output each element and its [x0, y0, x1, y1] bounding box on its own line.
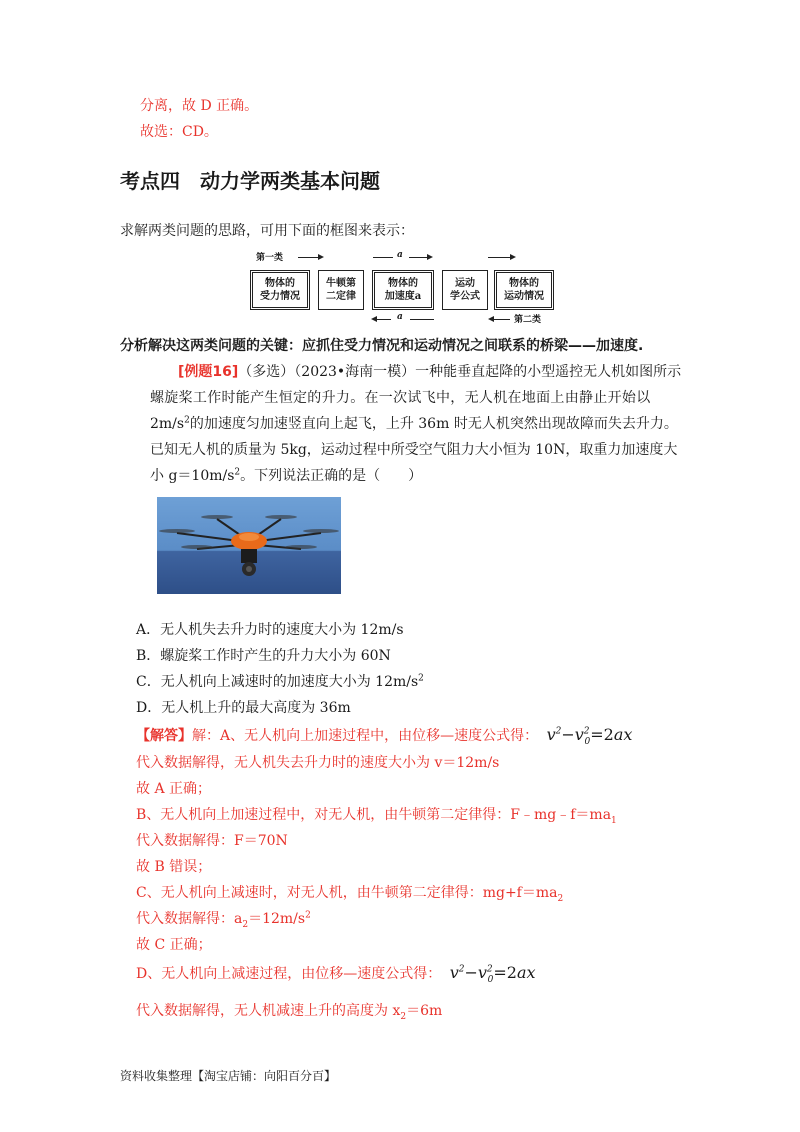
answer-tag: 【解答】 — [136, 728, 192, 744]
example-line-4: 已知无人机的质量为 5kg，运动过程中所受空气阻力大小恒为 10N，取重力加速度大 — [150, 442, 678, 458]
box-newton: 牛顿第 二定律 — [318, 270, 364, 310]
box-motion: 物体的 运动情况 — [494, 270, 554, 310]
answer-line-8: 代入数据解得：$a_2=12m/s^2$ — [136, 910, 311, 930]
arrow-right-icon — [427, 254, 433, 260]
prev-answer-choice: 故选：CD。 — [140, 124, 218, 140]
answer-line-4: B、无人机向上加速过程中，对无人机，由牛顿第二定律得：$F﹣mg﹣f=ma_1$ — [136, 807, 617, 826]
arrow-right-icon — [510, 254, 516, 260]
answer-line-11: 代入数据解得，无人机减速上升的高度为 $x_2=6m$ — [136, 1003, 443, 1022]
example-line-3: $2m/s^2$的加速度匀加速竖直向上起飞，上升 36m 时无人机突然出现故障而失去升力。 — [150, 415, 678, 432]
answer-line-3: 故 A 正确； — [136, 781, 212, 797]
option-c: C．无人机向上减速时的加速度大小为 $12m/s^2$ — [136, 673, 424, 690]
arrow-second-1 — [377, 319, 391, 320]
formula-2: $v^2-v^2_0=2ax$ — [449, 963, 536, 986]
answer-line-7: C、无人机向上减速时，对无人机，由牛顿第二定律得：$mg+f=ma_2$ — [136, 885, 564, 904]
answer-line-10: D、无人机向上减速过程，由位移—速度公式得： $v^2-v^2_0=2ax$ — [136, 963, 536, 986]
option-a: A．无人机失去升力时的速度大小为 12m/s — [136, 622, 404, 638]
answer-line-2: 代入数据解得，无人机失去升力时的速度大小为 v＝12m/s — [136, 755, 500, 771]
analysis-text: 分析解决这两类问题的关键：应抓住受力情况和运动情况之间联系的桥梁——加速度. — [120, 338, 644, 354]
arrow-first-1 — [298, 257, 320, 258]
option-b: B．螺旋桨工作时产生的升力大小为 60N — [136, 648, 391, 664]
answer-line-6: 故 B 错误； — [136, 859, 212, 875]
answer-line-5: 代入数据解得：F＝70N — [136, 833, 288, 849]
option-d: D．无人机上升的最大高度为 36m — [136, 700, 351, 716]
arrow-first-2 — [373, 257, 393, 258]
example-line-2: 螺旋桨工作时能产生恒定的升力。在一次试飞中，无人机在地面上由静止开始以 — [150, 390, 651, 406]
answer-line-9: 故 C 正确； — [136, 937, 212, 953]
label-a-top: a — [397, 250, 403, 260]
example-line-1: [例题16]（多选）（2023•海南一模）一种能垂直起降的小型遥控无人机如图所示 — [178, 364, 682, 380]
drone-photo — [157, 497, 341, 594]
arrow-second-3 — [494, 319, 510, 320]
label-second-type: 第二类 — [514, 315, 542, 325]
label-first-type: 第一类 — [256, 253, 284, 263]
prev-answer-line: 分离，故 D 正确。 — [140, 98, 259, 114]
footer-text: 资料收集整理【淘宝店铺：向阳百分百】 — [120, 1069, 337, 1083]
drone-illustration — [157, 497, 341, 594]
box-force: 物体的 受力情况 — [250, 270, 310, 310]
arrow-second-2 — [410, 319, 434, 320]
box-kinematics: 运动 学公式 — [442, 270, 488, 310]
section-title: 考点四 动力学两类基本问题 — [120, 169, 380, 193]
arrow-first-3 — [409, 257, 429, 258]
box-acceleration: 物体的 加速度a — [372, 270, 434, 310]
example-tag: [例题16] — [178, 364, 239, 380]
answer-line-1: 【解答】解：A、无人机向上加速过程中，由位移—速度公式得： $v^2-v^2_0=2ax$ — [136, 725, 633, 748]
section-intro: 求解两类问题的思路，可用下面的框图来表示： — [120, 223, 414, 239]
arrow-first-4 — [488, 257, 512, 258]
formula-1: $v^2-v^2_0=2ax$ — [546, 725, 633, 748]
label-a-bottom: a — [397, 312, 403, 322]
example-line-5: 小 $g=10m/s^2$。下列说法正确的是（ ） — [150, 467, 423, 484]
arrow-right-icon — [318, 254, 324, 260]
